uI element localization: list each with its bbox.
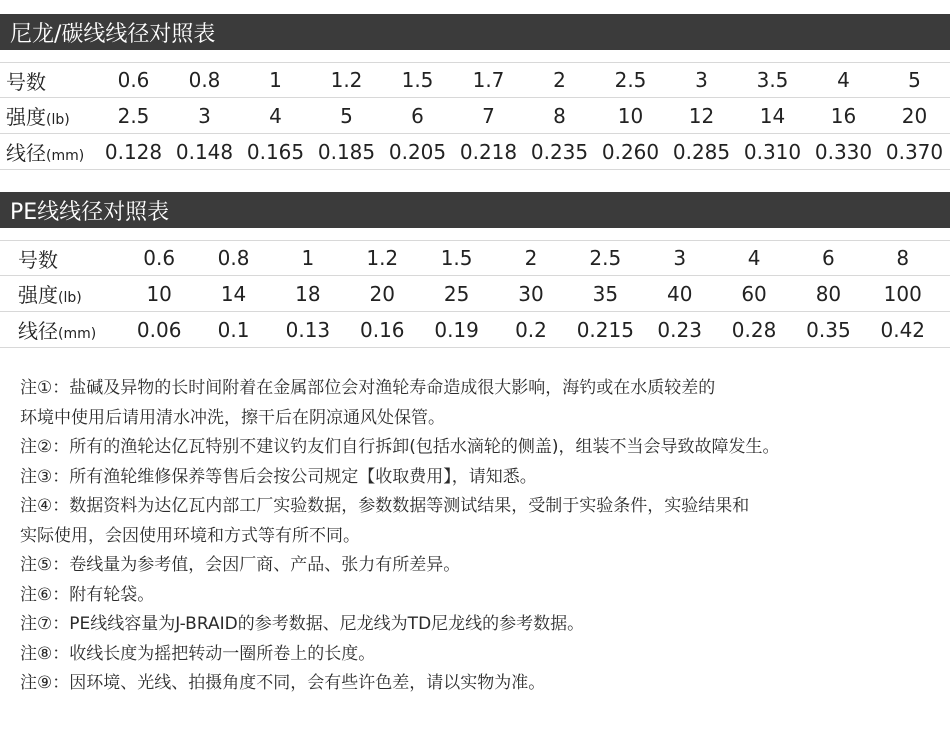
table-cell: 1.2 [366,246,399,270]
table-cell: 0.310 [743,139,802,164]
note-line: 注①：盐碱及异物的长时间附着在金属部位会对渔轮寿命造成很大影响，海钓或在水质较差的 [20,378,716,398]
table-cell: 20 [369,281,395,306]
table-cell: 0.165 [246,139,305,164]
table-cell: 0.370 [885,139,944,164]
table-cell: 80 [815,281,842,306]
notes-block [20,374,940,699]
table-cell: 0.2 [515,317,547,342]
table-cell: 5 [340,103,353,128]
table-cell: 20 [901,103,928,128]
table-cell: 16 [830,103,857,128]
table-cell: 1.2 [330,68,363,92]
pe-table-header [0,192,950,228]
table-row [0,134,950,170]
row-label [0,101,98,130]
table-cell: 0.215 [576,317,634,342]
row-label [0,137,98,166]
pe-line-table [0,240,950,348]
table-cell: 35 [592,281,619,306]
table-cell: 4 [747,246,761,270]
table-cell: 2.5 [614,68,647,92]
row-label-text: 线径 [18,319,58,343]
table-cell: 1 [269,68,282,92]
row-label-unit: (lb) [58,290,82,306]
row-label [0,66,98,95]
table-cell: 0.260 [601,139,660,164]
table-cell: 0.16 [359,317,405,342]
table-cell: 25 [443,281,470,306]
table-cell: 5 [908,68,921,92]
note-line: 注④：数据资料为达亿瓦内部工厂实验数据，参数数据等测试结果，受制于实验条件，实验结果和 [20,496,750,516]
table-cell: 0.28 [731,317,777,342]
table-cell: 0.185 [317,139,376,164]
table-cell: 2 [524,246,538,270]
table-cell: 0.128 [104,139,163,164]
row-label-text: 线径 [6,141,46,165]
note-line: 注⑦：PE线线容量为J-BRAID的参考数据、尼龙线为TD尼龙线的参考数据。 [20,614,585,634]
table-cell: 0.35 [806,317,851,342]
table-cell: 0.148 [175,139,234,164]
table-cell: 0.8 [188,68,221,92]
table-cell: 0.06 [136,317,182,342]
table-cell: 18 [295,281,321,306]
table-cell: 0.23 [657,317,702,342]
table-row [0,98,950,134]
row-label-text: 强度 [18,283,58,307]
nylon-line-table [0,62,950,170]
table-cell: 0.19 [434,317,479,342]
table-cell: 0.6 [117,68,150,92]
row-label-unit: (mm) [46,148,85,164]
note-line: 注⑨：因环境、光线、拍摄角度不同，会有些许色差，请以实物为准。 [20,673,546,693]
table-cell: 0.42 [880,317,926,342]
table-cell: 2 [553,68,566,92]
table-cell: 14 [220,281,247,306]
table-cell: 3 [695,68,708,92]
table-cell: 4 [837,68,850,92]
table-cell: 10 [146,281,172,306]
table-cell: 10 [617,103,644,128]
table-cell: 30 [518,281,544,306]
nylon-table-header [0,14,950,50]
table-cell: 0.13 [285,317,331,342]
table-cell: 3 [673,246,687,270]
table-row [0,276,950,312]
nylon-table-title: 尼龙/碳线线径对照表 [10,21,216,47]
table-cell: 0.6 [143,246,176,270]
note-line: 实际使用，会因使用环境和方式等有所不同。 [20,525,360,546]
table-cell: 8 [896,246,910,270]
table-cell: 0.8 [217,246,250,270]
table-cell: 0.285 [672,139,731,164]
note-line: 注⑤：卷线量为参考值，会因厂商、产品、张力有所差异。 [20,555,461,575]
row-label [0,244,122,273]
table-cell: 3.5 [756,68,789,92]
table-row [0,62,950,98]
table-cell: 1.5 [440,246,473,270]
table-row [0,240,950,276]
table-cell: 40 [666,281,693,306]
note-line: 注⑧：收线长度为摇把转动一圈所卷上的长度。 [20,643,376,664]
table-cell: 7 [482,103,495,128]
table-cell: 8 [553,103,566,128]
table-cell: 1.7 [472,68,505,92]
note-line: 注②：所有的渔轮达亿瓦特别不建议钓友们自行拆卸(包括水滴轮的侧盖)，组装不当会导致故障发生。 [20,437,780,457]
table-cell: 0.235 [530,139,589,164]
row-label-text: 强度 [6,105,46,129]
table-cell: 100 [883,281,922,306]
table-cell: 6 [822,246,835,270]
table-cell: 14 [759,103,786,128]
row-label [0,315,122,344]
table-cell: 1.5 [401,68,434,92]
table-cell: 4 [269,103,282,128]
table-cell: 0.1 [217,317,250,342]
table-cell: 0.330 [814,139,873,164]
table-cell: 12 [688,103,715,128]
table-cell: 2.5 [589,246,622,270]
row-label-text: 号数 [18,247,58,272]
table-cell: 0.205 [388,139,447,164]
row-label-unit: (lb) [46,112,70,128]
note-line: 注⑥：附有轮袋。 [20,584,155,605]
pe-table-title: PE线线径对照表 [10,199,170,225]
table-row [0,312,950,348]
table-cell: 0.218 [459,139,518,164]
table-cell: 2.5 [117,103,150,128]
table-cell: 3 [198,103,211,128]
table-cell: 60 [741,281,767,306]
table-cell: 6 [411,103,424,128]
row-label-unit: (mm) [58,326,97,342]
row-label-text: 号数 [6,69,46,94]
row-label [0,279,122,308]
table-cell: 1 [301,246,315,270]
note-line: 注③：所有渔轮维修保养等售后会按公司规定【收取费用】，请知悉。 [20,466,537,487]
note-line: 环境中使用后请用清水冲洗，擦干后在阴凉通风处保管。 [20,407,445,428]
